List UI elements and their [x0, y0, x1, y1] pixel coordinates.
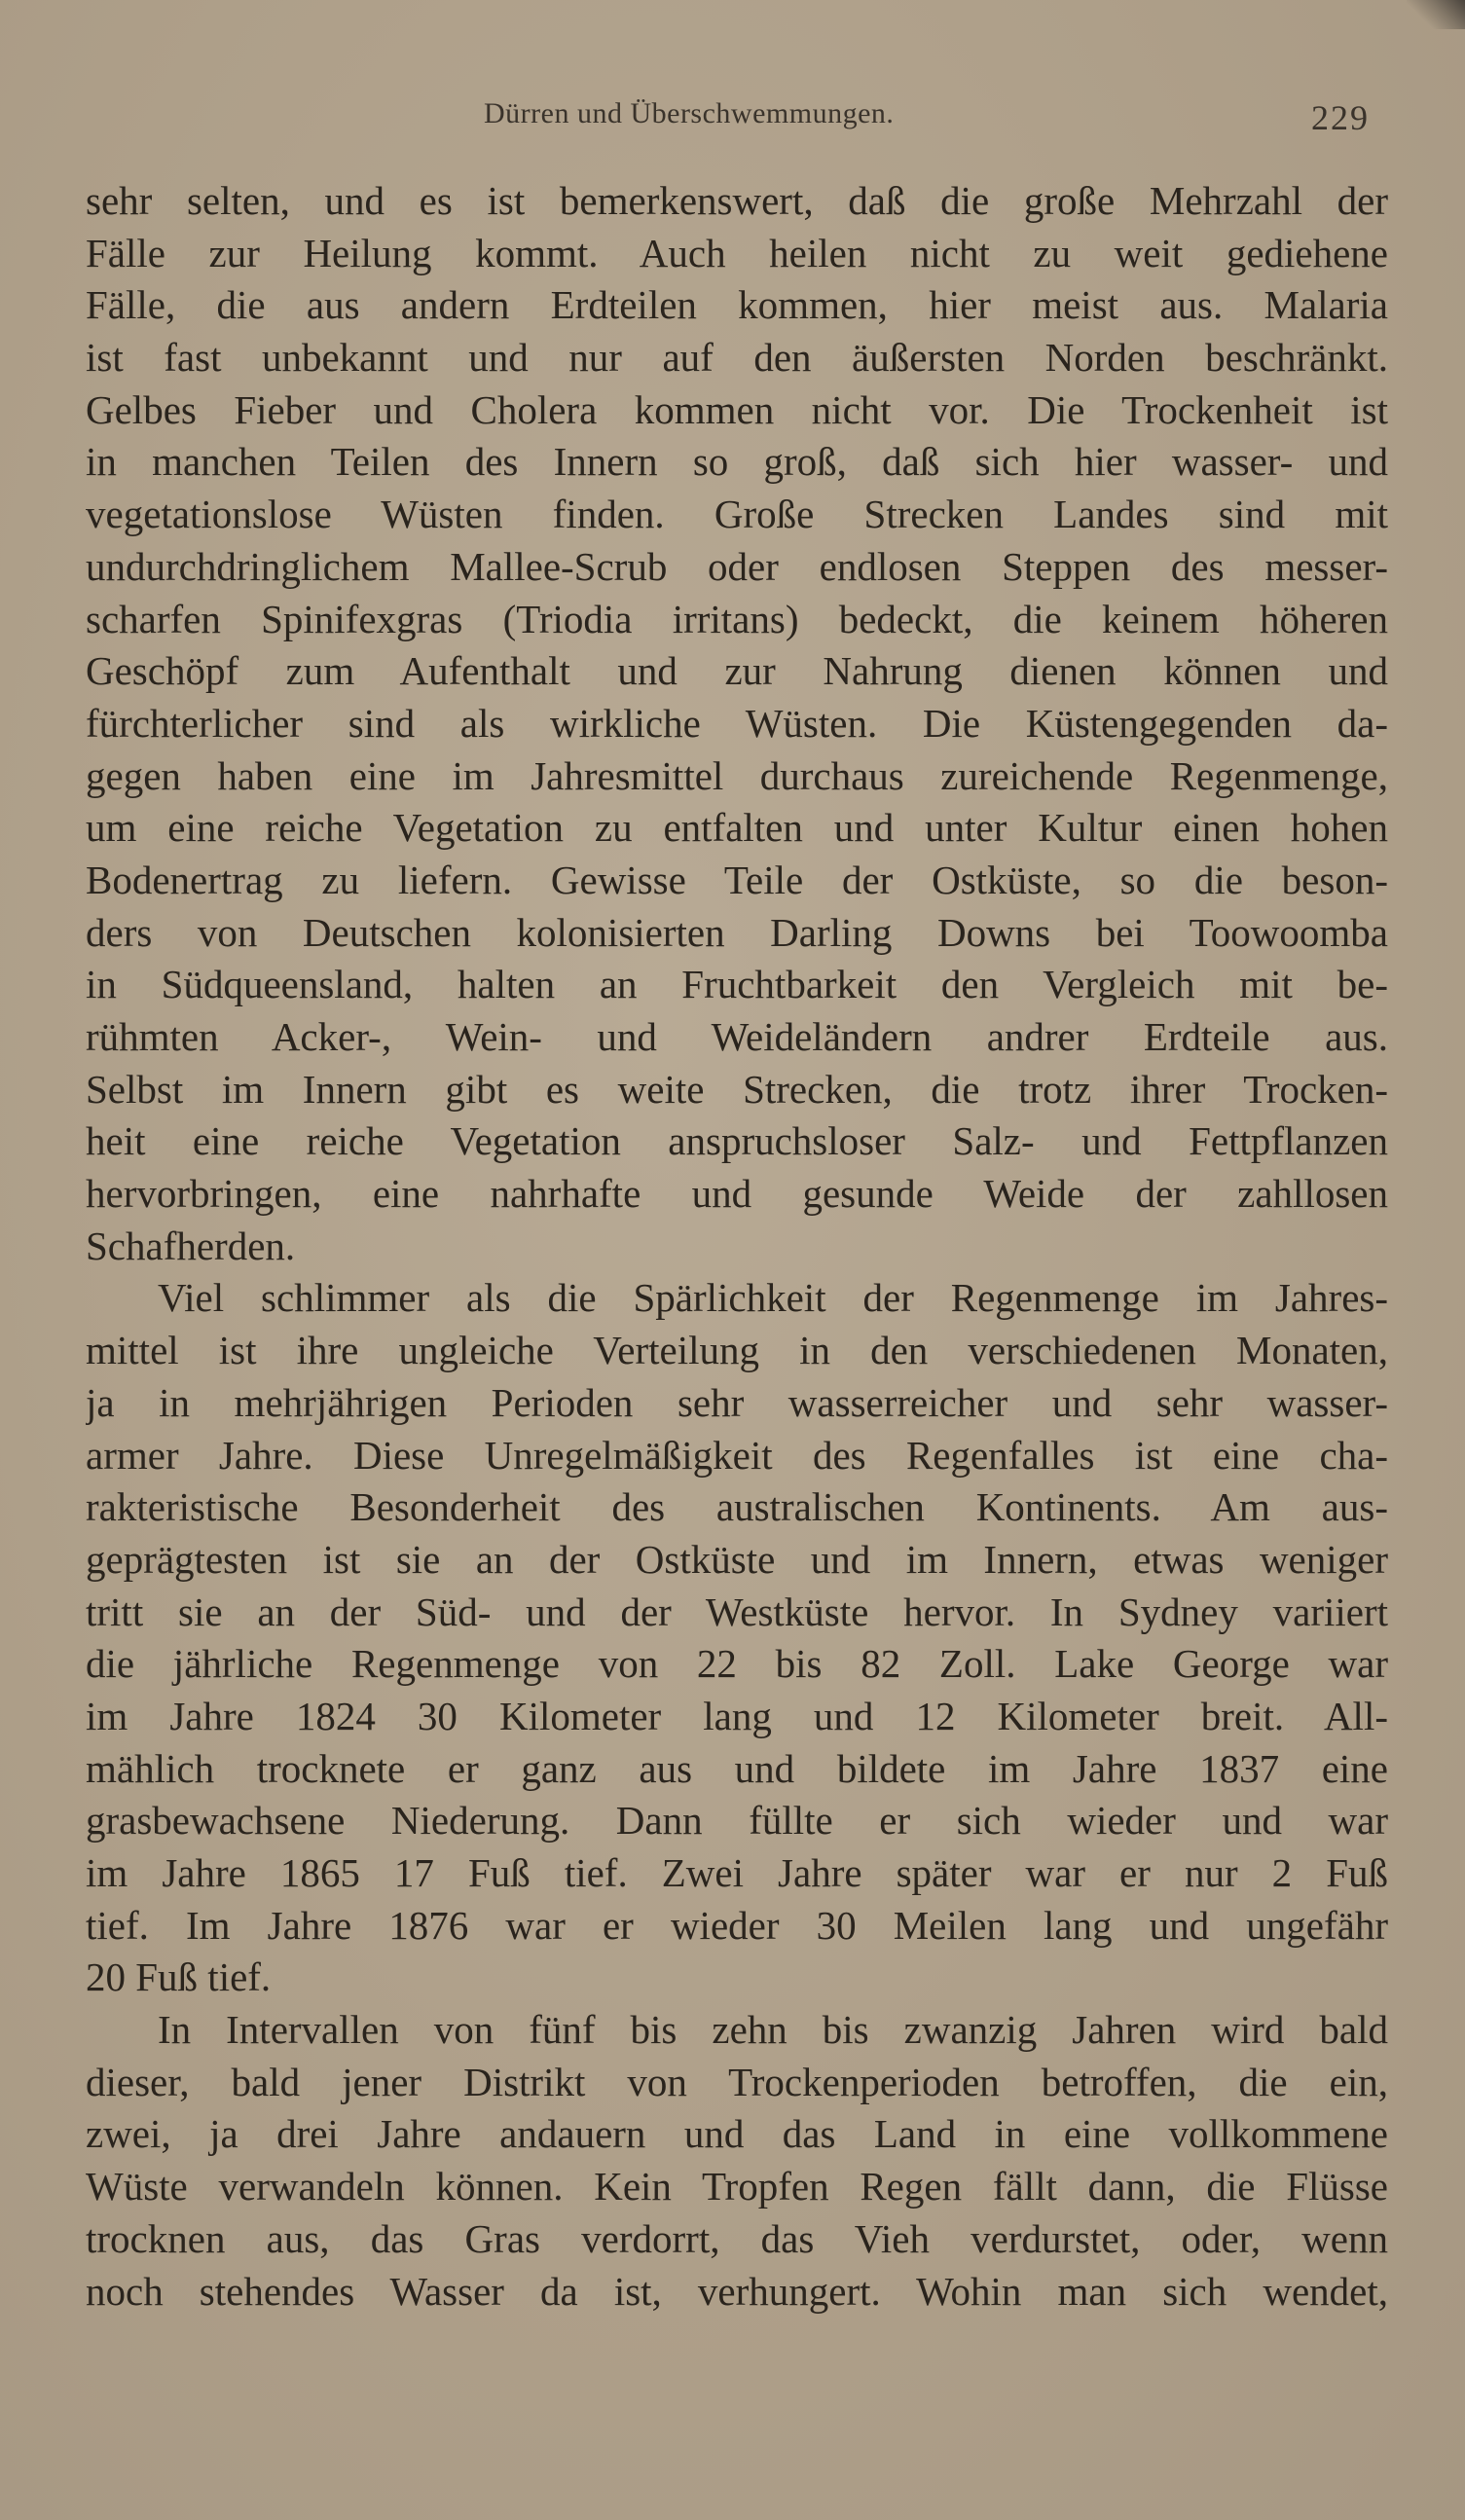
- text-line: geprägtesten ist sie an der Ostküste und im Innern, etwas weniger: [86, 1536, 1388, 1582]
- text-line: ist fast unbekannt und nur auf den äußersten Norden beschränkt.: [86, 335, 1388, 381]
- text-line: in manchen Teilen des Innern so groß, daß sich hier wasser- und: [86, 439, 1388, 485]
- text-line: heit eine reiche Vegetation anspruchsloser Salz- und Fettpflanzen: [86, 1118, 1388, 1164]
- text-line: mittel ist ihre ungleiche Verteilung in den verschiedenen Monaten,: [86, 1328, 1388, 1373]
- text-line: im Jahre 1824 30 Kilometer lang und 12 Kilometer breit. All-: [86, 1693, 1388, 1738]
- text-line: Selbst im Innern gibt es weite Strecken, die trotz ihrer Trocken-: [86, 1066, 1388, 1112]
- text-line: ders von Deutschen kolonisierten Darling Downs bei Toowoomba: [86, 909, 1388, 955]
- text-line: die jährliche Regenmenge von 22 bis 82 Zoll. Lake George war: [86, 1641, 1388, 1687]
- text-line: ja in mehrjährigen Perioden sehr wasserreicher und sehr wasser-: [86, 1379, 1388, 1425]
- running-header: [0, 97, 1465, 136]
- text-line: in Südqueensland, halten an Fruchtbarkeit den Vergleich mit be-: [86, 962, 1388, 1007]
- text-line: Wüste verwandeln können. Kein Tropfen Regen fällt dann, die Flüsse: [86, 2164, 1388, 2210]
- text-line: trocknen aus, das Gras verdorrt, das Vieh verdurstet, oder, wenn: [86, 2215, 1388, 2261]
- text-line: um eine reiche Vegetation zu entfalten und unter Kultur einen hohen: [86, 805, 1388, 851]
- text-line: rühmten Acker-, Wein- und Weideländern andrer Erdteile aus.: [86, 1014, 1388, 1059]
- text-line: tritt sie an der Süd- und der Westküste hervor. In Sydney variiert: [86, 1589, 1388, 1634]
- text-line: Schafherden.: [86, 1223, 296, 1268]
- text-line: sehr selten, und es ist bemerkenswert, daß die große Mehrzahl der: [86, 178, 1388, 223]
- text-line: Gelbes Fieber und Cholera kommen nicht vor. Die Trockenheit ist: [86, 386, 1388, 432]
- running-title: Dürren und Überschwemmungen.: [484, 97, 895, 129]
- text-line: grasbewachsene Niederung. Dann füllte er sich wieder und war: [86, 1798, 1388, 1844]
- text-line: Geschöpf zum Aufenthalt und zur Nahrung dienen können und: [86, 648, 1388, 694]
- text-line: scharfen Spinifexgras (Triodia irritans) bedeckt, die keinem höheren: [86, 596, 1388, 641]
- text-line: im Jahre 1865 17 Fuß tief. Zwei Jahre später war er nur 2 Fuß: [86, 1850, 1388, 1895]
- text-line: Viel schlimmer als die Spärlichkeit der Regenmenge im Jahres-: [158, 1275, 1388, 1321]
- text-line: Fälle, die aus andern Erdteilen kommen, hier meist aus. Malaria: [86, 282, 1388, 328]
- text-line: zwei, ja drei Jahre andauern und das Land in eine vollkommene: [86, 2111, 1388, 2157]
- text-line: undurchdringlichem Mallee-Scrub oder endlosen Steppen des messer-: [86, 543, 1388, 589]
- text-line: dieser, bald jener Distrikt von Trockenperioden betroffen, die ein,: [86, 2059, 1388, 2104]
- text-line: noch stehendes Wasser da ist, verhungert. Wohin man sich wendet,: [86, 2268, 1388, 2314]
- text-line: mählich trocknete er ganz aus und bildete im Jahre 1837 eine: [86, 1745, 1388, 1791]
- text-line: Bodenertrag zu liefern. Gewisse Teile der Ostküste, so die beson-: [86, 857, 1388, 902]
- text-line: fürchterlicher sind als wirkliche Wüsten. Die Küstengegenden da-: [86, 700, 1388, 746]
- text-line: armer Jahre. Diese Unregelmäßigkeit des Regenfalles ist eine cha-: [86, 1432, 1388, 1478]
- text-line: tief. Im Jahre 1876 war er wieder 30 Meilen lang und ungefähr: [86, 1902, 1388, 1948]
- text-line: vegetationslose Wüsten finden. Große Strecken Landes sind mit: [86, 492, 1388, 537]
- scan-corner-shadow: [1407, 0, 1465, 29]
- text-line: rakteristische Besonderheit des australischen Kontinents. Am aus-: [86, 1484, 1388, 1530]
- page-number: 229: [1311, 98, 1370, 137]
- text-line: Fälle zur Heilung kommt. Auch heilen nicht zu weit gediehene: [86, 230, 1388, 275]
- text-line: hervorbringen, eine nahrhafte und gesunde Weide der zahllosen: [86, 1171, 1388, 1217]
- body-text: [86, 175, 1388, 2318]
- text-line: In Intervallen von fünf bis zehn bis zwanzig Jahren wird bald: [158, 2007, 1388, 2053]
- text-line: 20 Fuß tief.: [86, 1954, 272, 2000]
- text-line: gegen haben eine im Jahresmittel durchaus zureichende Regenmenge,: [86, 752, 1388, 798]
